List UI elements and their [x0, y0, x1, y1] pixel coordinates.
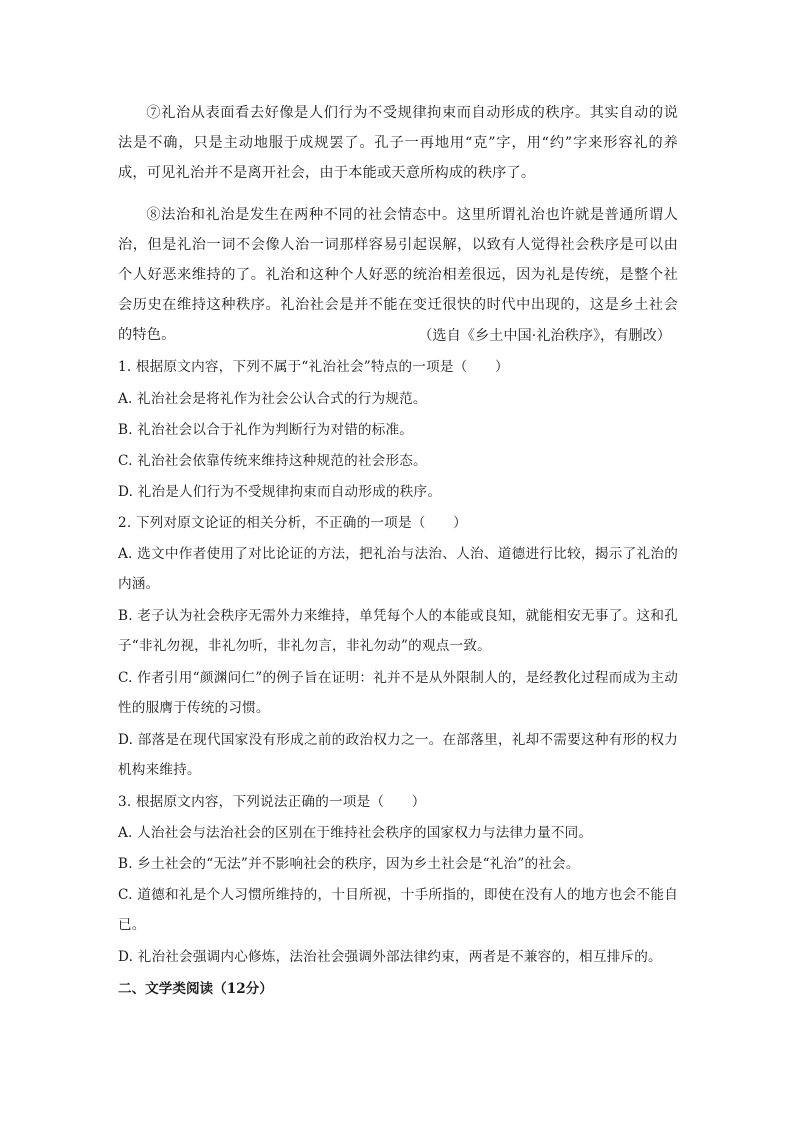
question-2-option-b: B. 老子认为社会秩序无需外力来维持，单凭每个人的本能或良知，就能相安无事了。这和孔子“非礼勿视，非礼勿听，非礼勿言，非礼勿动”的观点一致。 — [118, 608, 678, 654]
question-3-stem: 3. 根据原文内容，下列说法正确的一项是（ ） — [118, 794, 426, 810]
question-1-option-d: D. 礼治是人们行为不受规律拘束而自动形成的秩序。 — [118, 484, 442, 500]
question-2-option-c: C. 作者引用“颜渊问仁”的例子旨在证明：礼并不是从外限制人的，是经教化过程而成为主动性的服膺于传统的习惯。 — [118, 670, 678, 716]
question-3-option-d: D. 礼治社会强调内心修炼，法治社会强调外部法律约束，两者是不兼容的，相互排斥的。 — [118, 949, 662, 965]
passage-source: （选自《乡土中国·礼治秩序》，有删改） — [418, 328, 671, 344]
question-1-option-b: B. 礼治社会以合于礼作为判断行为对错的标准。 — [118, 422, 414, 438]
question-2-option-d: D. 部落是在现代国家没有形成之前的政治权力之一。在部落里，礼却不需要这种有形的权力机构来维持。 — [118, 732, 678, 778]
question-1-stem: 1. 根据原文内容，下列不属于“礼治社会”特点的一项是（ ） — [118, 359, 509, 375]
section-heading: 二、文学类阅读（12分） — [118, 981, 273, 997]
question-2-stem: 2. 下列对原文论证的相关分析，不正确的一项是（ ） — [118, 515, 467, 531]
question-3-option-c: C. 道德和礼是个人习惯所维持的，十目所视，十手所指的，即使在没有人的地方也会不能自已。 — [118, 887, 678, 933]
question-1-option-c: C. 礼治社会依靠传统来维持这种规范的社会形态。 — [118, 453, 427, 469]
question-3-option-a: A. 人治社会与法治社会的区别在于维持社会秩序的国家权力与法律力量不同。 — [118, 825, 593, 841]
question-2-option-a: A. 选文中作者使用了对比论证的方法，把礼治与法治、人治、道德进行比较，揭示了礼治的内涵。 — [118, 546, 678, 592]
question-1-option-a: A. 礼治社会是将礼作为社会公认合式的行为规范。 — [118, 391, 427, 407]
question-3-option-b: B. 乡土社会的“无法”并不影响社会的秩序，因为乡土社会是“礼治”的社会。 — [118, 856, 580, 872]
passage-paragraph-8: ⑧法治和礼治是发生在两种不同的社会情态中。这里所谓礼治也许就是普通所谓人治，但是礼治一词不会像人治一词那样容易引起误解，以致有人觉得社会秩序是可以由个人好恶来维持的了。礼治和这种个人好恶的统治相差很远，因为礼是传统，是整个社会历史在维持这种秩序。礼治社会是并不能在变迁很快的时代中出现的，这是乡土社会的特色。 — [118, 207, 678, 343]
passage-paragraph-7: ⑦礼治从表面看去好像是人们行为不受规律拘束而自动形成的秩序。其实自动的说法是不确，只是主动地服于成规罢了。孔子一再地用“克”字，用“约”字来形容礼的养成，可见礼治并不是离开社会，由于本能或天意所构成的秩序了。 — [118, 105, 678, 181]
